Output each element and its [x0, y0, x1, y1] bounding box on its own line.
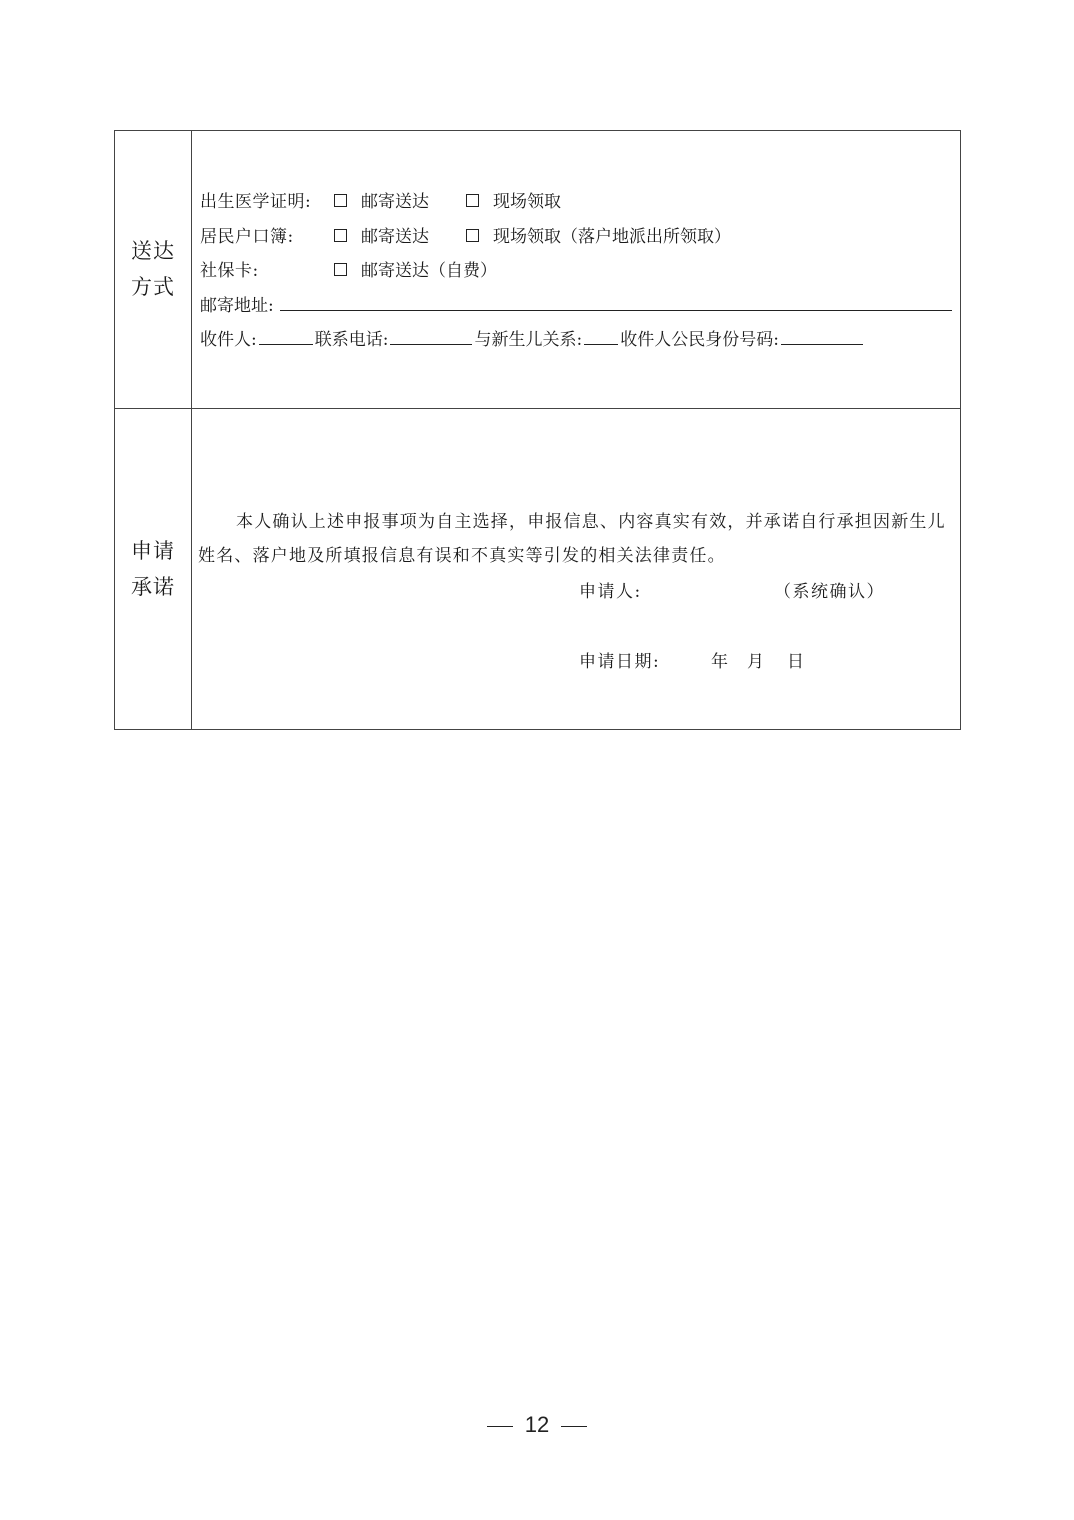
birth-cert-line — [200, 185, 954, 220]
delivery-method-content — [192, 131, 961, 409]
apply-date-line — [579, 647, 806, 672]
household-pickup-option[interactable]: 现场领取（落户地派出所领取） — [466, 220, 731, 255]
checkbox-icon[interactable] — [334, 263, 347, 276]
household-mail-option[interactable]: 邮寄送达 — [334, 220, 466, 255]
application-form-table — [114, 130, 961, 730]
year-label: 年 — [711, 651, 730, 672]
checkbox-icon[interactable] — [466, 194, 479, 207]
mail-address-line — [200, 289, 954, 324]
recipient-id-field[interactable] — [781, 326, 863, 345]
birth-cert-mail-option[interactable]: 邮寄送达 — [334, 185, 466, 220]
system-confirm-text: （系统确认） — [774, 581, 885, 602]
recipient-line — [200, 323, 954, 358]
birth-cert-pickup-option[interactable]: 现场领取 — [466, 185, 561, 220]
month-label: 月 — [747, 651, 766, 672]
recipient-label: 收件人: — [200, 330, 257, 350]
apply-date-label: 申请日期: — [579, 651, 661, 672]
phone-label: 联系电话: — [314, 330, 389, 350]
recipient-field[interactable] — [259, 326, 313, 345]
checkbox-icon[interactable] — [466, 229, 479, 242]
relation-label: 与新生儿关系: — [474, 330, 583, 350]
day-label: 日 — [787, 651, 806, 672]
commitment-content — [192, 408, 961, 729]
applicant-label: 申请人: — [579, 581, 642, 602]
page-number — [0, 1412, 1074, 1438]
commitment-statement: 本人确认上述申报事项为自主选择，申报信息、内容真实有效，并承诺自行承担因新生儿姓名、落户地及所填报信息有误和不真实等引发的相关法律责任。 — [198, 511, 946, 566]
household-register-line — [200, 220, 954, 255]
checkbox-icon[interactable] — [334, 229, 347, 242]
checkbox-icon[interactable] — [334, 194, 347, 207]
recipient-id-label: 收件人公民身份号码: — [620, 330, 779, 350]
social-card-line — [200, 254, 954, 289]
delivery-label-line2: 方式 — [131, 275, 175, 300]
commitment-label — [115, 408, 192, 729]
delivery-label-line1: 送达 — [131, 239, 175, 264]
page-number-value: 12 — [524, 1412, 550, 1437]
dash-right — [561, 1426, 587, 1427]
mail-address-label: 邮寄地址: — [200, 295, 274, 316]
relation-field[interactable] — [584, 326, 618, 345]
commitment-row — [115, 408, 961, 729]
social-card-label: 社保卡: — [200, 261, 259, 281]
commitment-label-line1: 申请 — [131, 538, 175, 563]
dash-left — [487, 1426, 513, 1427]
delivery-method-row — [115, 131, 961, 409]
commitment-label-line2: 承诺 — [131, 574, 175, 599]
phone-field[interactable] — [390, 326, 472, 345]
household-register-label: 居民户口簿: — [200, 226, 294, 247]
social-card-mail-option[interactable]: 邮寄送达（自费） — [334, 254, 497, 289]
mail-address-field[interactable] — [280, 292, 952, 311]
delivery-method-label — [115, 131, 192, 409]
birth-cert-label: 出生医学证明: — [200, 192, 312, 212]
applicant-line — [579, 577, 885, 602]
